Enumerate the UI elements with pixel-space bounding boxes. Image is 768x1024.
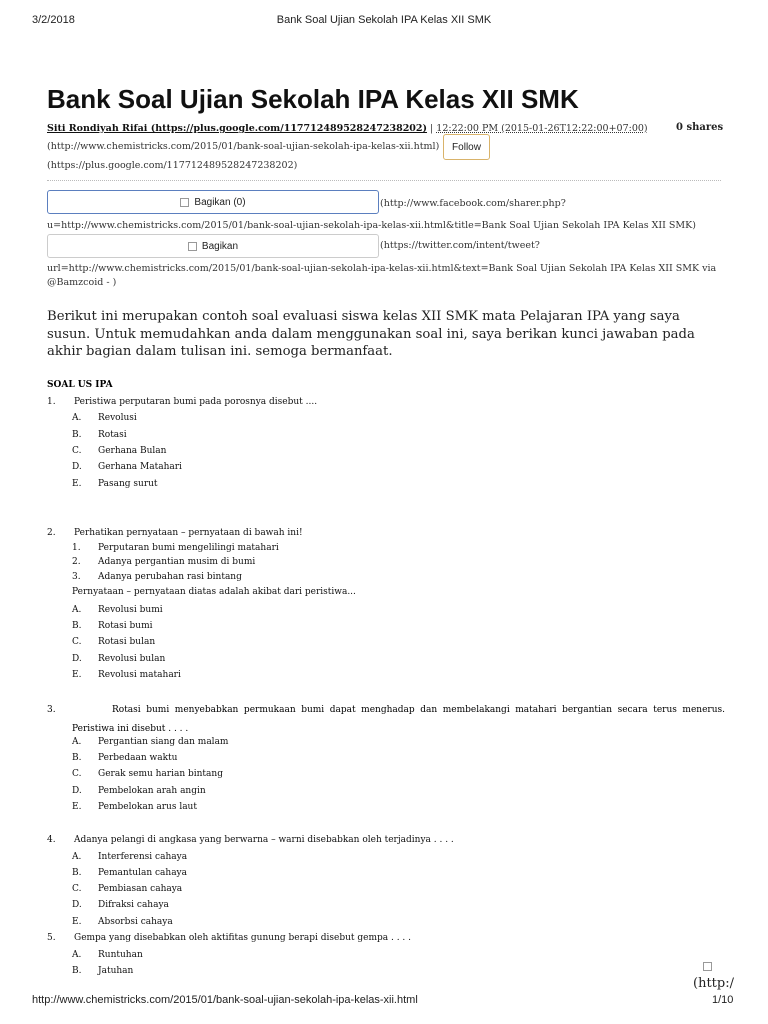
section-title: SOAL US IPA bbox=[47, 380, 113, 390]
option-letter: A. bbox=[72, 605, 82, 615]
option-letter: D. bbox=[72, 900, 82, 910]
statement-number: 3. bbox=[72, 572, 81, 582]
option-letter: B. bbox=[72, 868, 82, 878]
option-letter: C. bbox=[72, 769, 82, 779]
article-meta bbox=[47, 123, 648, 134]
question-text: Rotasi bumi menyebabkan permukaan bumi dapat menghadap dan membelakangi matahari bergantian secara terus menerus. Peristiwa ini disebut . . . . bbox=[72, 705, 725, 734]
option-letter: A. bbox=[72, 737, 82, 747]
question-number: 4. bbox=[47, 835, 56, 845]
twitter-share-link[interactable]: (https://twitter.com/intent/tweet? bbox=[380, 240, 540, 251]
question-number: 3. bbox=[47, 705, 56, 715]
meta-separator: | bbox=[430, 123, 434, 134]
option-letter: D. bbox=[72, 462, 82, 472]
option-text: Gerhana Bulan bbox=[98, 446, 167, 456]
floating-link[interactable]: (http:/ bbox=[693, 976, 734, 991]
facebook-icon bbox=[180, 198, 189, 207]
statement-number: 2. bbox=[72, 557, 81, 567]
question-block bbox=[47, 701, 725, 739]
option-text: Rotasi bulan bbox=[98, 637, 156, 647]
option-letter: E. bbox=[72, 479, 82, 489]
option-text: Gerhana Matahari bbox=[98, 462, 182, 472]
print-page-title: Bank Soal Ujian Sekolah IPA Kelas XII SMK bbox=[276, 14, 492, 26]
twitter-icon bbox=[188, 242, 197, 251]
twitter-share-label: Bagikan bbox=[201, 240, 239, 252]
option-text: Revolusi bumi bbox=[98, 605, 163, 615]
option-text: Pembelokan arus laut bbox=[98, 802, 197, 812]
option-text: Revolusi bbox=[98, 413, 137, 423]
option-letter: C. bbox=[72, 637, 82, 647]
twitter-share-button[interactable] bbox=[47, 234, 379, 258]
facebook-share-label: Bagikan (0) bbox=[194, 196, 246, 208]
option-letter: B. bbox=[72, 753, 82, 763]
question-number: 5. bbox=[47, 933, 56, 943]
twitter-share-link-cont[interactable]: url=http://www.chemistricks.com/2015/01/bank-soal-ujian-sekolah-ipa-kelas-xii.html&text=Bank Soal Ujian Sekolah IPA Kelas XII SMK via bbox=[47, 263, 717, 274]
option-letter: B. bbox=[72, 430, 82, 440]
option-text: Absorbsi cahaya bbox=[98, 917, 173, 927]
statement-text: Adanya perubahan rasi bintang bbox=[98, 572, 242, 582]
divider bbox=[47, 180, 721, 181]
option-text: Pemantulan cahaya bbox=[98, 868, 188, 878]
option-text: Pasang surut bbox=[98, 479, 158, 489]
option-text: Perbedaan waktu bbox=[98, 753, 178, 763]
gplus-link[interactable]: (https://plus.google.com/117712489528247238202) bbox=[47, 160, 298, 171]
option-letter: C. bbox=[72, 446, 82, 456]
print-date: 3/2/2018 bbox=[32, 14, 75, 26]
question-text: Peristiwa perputaran bumi pada porosnya disebut .... bbox=[74, 397, 318, 407]
option-text: Pergantian siang dan malam bbox=[98, 737, 229, 747]
option-letter: E. bbox=[72, 802, 82, 812]
statement-text: Adanya pergantian musim di bumi bbox=[98, 557, 256, 567]
option-text: Jatuhan bbox=[98, 966, 134, 976]
statement-number: 1. bbox=[72, 543, 81, 553]
twitter-share-link-end[interactable]: @Bamzcoid - ) bbox=[47, 277, 117, 288]
question-text: Perhatikan pernyataan – pernyataan di bawah ini! bbox=[74, 528, 303, 538]
author-link[interactable]: Siti Rondiyah Rifai (https://plus.google.com/117712489528247238202) bbox=[47, 123, 428, 134]
post-permalink[interactable]: (http://www.chemistricks.com/2015/01/bank-soal-ujian-sekolah-ipa-kelas-xii.html) bbox=[47, 141, 440, 152]
facebook-share-button[interactable] bbox=[47, 190, 379, 214]
option-text: Revolusi bulan bbox=[98, 654, 166, 664]
question-number: 1. bbox=[47, 397, 56, 407]
article-title: Bank Soal Ujian Sekolah IPA Kelas XII SMK bbox=[47, 84, 579, 114]
post-time-link[interactable]: 12:22:00 PM (2015-01-26T12:22:00+07:00) bbox=[436, 123, 648, 134]
option-text: Interferensi cahaya bbox=[98, 852, 188, 862]
option-letter: B. bbox=[72, 966, 82, 976]
option-text: Rotasi bumi bbox=[98, 621, 153, 631]
facebook-share-link[interactable]: (http://www.facebook.com/sharer.php? bbox=[380, 198, 566, 209]
option-letter: D. bbox=[72, 786, 82, 796]
option-text: Gerak semu harian bintang bbox=[98, 769, 223, 779]
option-letter: D. bbox=[72, 654, 82, 664]
question-prompt: Pernyataan – pernyataan diatas adalah akibat dari peristiwa... bbox=[72, 587, 356, 597]
option-letter: E. bbox=[72, 670, 82, 680]
print-footer-url: http://www.chemistricks.com/2015/01/bank-soal-ujian-sekolah-ipa-kelas-xii.html bbox=[32, 994, 418, 1006]
option-letter: A. bbox=[72, 852, 82, 862]
option-text: Pembelokan arah angin bbox=[98, 786, 206, 796]
option-text: Revolusi matahari bbox=[98, 670, 181, 680]
option-letter: A. bbox=[72, 413, 82, 423]
print-page-number: 1/10 bbox=[712, 994, 734, 1006]
option-text: Runtuhan bbox=[98, 950, 143, 960]
option-letter: C. bbox=[72, 884, 82, 894]
option-text: Pembiasan cahaya bbox=[98, 884, 183, 894]
option-letter: E. bbox=[72, 917, 82, 927]
share-count: 0 shares bbox=[676, 122, 724, 133]
question-number: 2. bbox=[47, 528, 56, 538]
option-letter: A. bbox=[72, 950, 82, 960]
facebook-share-link-cont[interactable]: u=http://www.chemistricks.com/2015/01/bank-soal-ujian-sekolah-ipa-kelas-xii.html&title=Bank Soal Ujian Sekolah IPA Kelas XII SMK) bbox=[47, 220, 696, 231]
statement-text: Perputaran bumi mengelilingi matahari bbox=[98, 543, 279, 553]
intro-paragraph: Berikut ini merupakan contoh soal evaluasi siswa kelas XII SMK mata Pelajaran IPA yang saya susun. Untuk memudahkan anda dalam menggunakan soal ini, saya berikan kunci jawaban pada akhir bagian dalam tulisan ini. semoga bermanfaat. bbox=[47, 309, 695, 359]
share-icon[interactable] bbox=[703, 962, 712, 971]
option-text: Difraksi cahaya bbox=[98, 900, 169, 910]
question-text: Adanya pelangi di angkasa yang berwarna – warni disebabkan oleh terjadinya . . . . bbox=[74, 835, 454, 845]
option-text: Rotasi bbox=[98, 430, 127, 440]
follow-button[interactable]: Follow bbox=[443, 134, 490, 160]
question-text: Gempa yang disebabkan oleh aktifitas gunung berapi disebut gempa . . . . bbox=[74, 933, 411, 943]
option-letter: B. bbox=[72, 621, 82, 631]
